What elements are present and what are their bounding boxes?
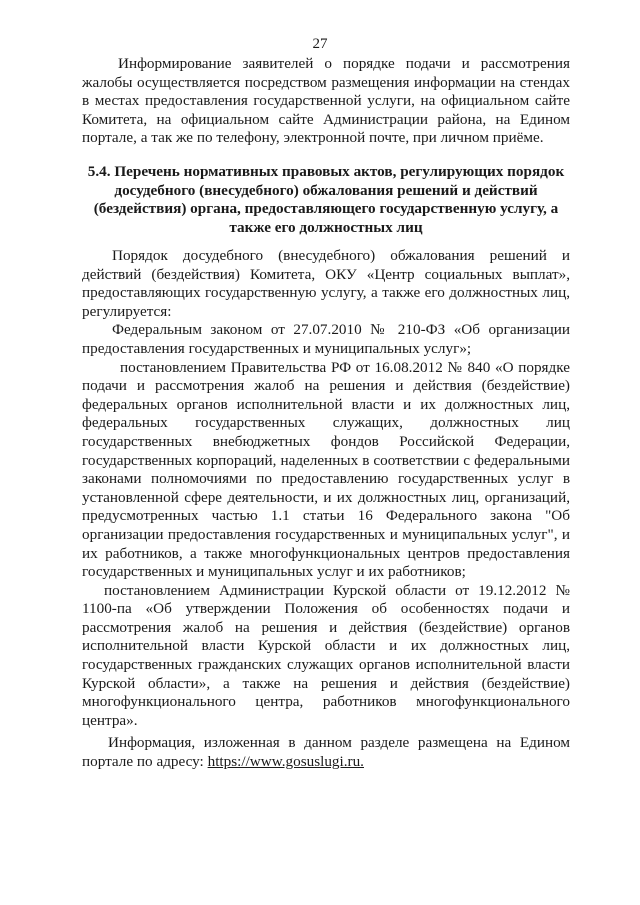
intro-block — [82, 55, 570, 148]
body-paragraph-order: Порядок досудебного (внесудебного) обжалования решений и действий (бездействия) Комитета, ОКУ «Центр социальных выплат», предоставляющих государственную услугу, а также его должностных лиц, регулируется: — [82, 247, 570, 320]
intro-paragraph: Информирование заявителей о порядке подачи и рассмотрения жалобы осуществляется посредством размещения информации на стендах в местах предоставления государственной услуги, на официальном сайте Комитета, на официальном сайте Администрации района, на Едином портале, а так же по телефону, электронной почте, при личном приёме. — [82, 55, 570, 147]
body-paragraph-government-decree: постановлением Правительства РФ от 16.08.2012 № 840 «О порядке подачи и рассмотрения жалоб на решения и действия (бездействие) федеральных органов исполнительной власти и их должностных лиц, федеральных государственных служащих, должностных лиц государственных внебюджетных фондов Российской Федерации, государственных корпораций, наделенных в соответствии с федеральными законами полномочиями по предоставлению государственных услуг в установленной сфере деятельности, и их должностных лиц, организаций, предусмотренных частью 1.1 статьи 16 Федерального закона "Об организации предоставления государственных и муниципальных услуг", и их работников, а также многофункциональных центров предоставления государственных и муниципальных услуг и их работников; — [82, 358, 570, 581]
body-paragraph-regional-decree: постановлением Администрации Курской области от 19.12.2012 № 1100-па «Об утверждении Положения об особенностях подачи и рассмотрения жалоб на решения и действия (бездействие) органов исполнительной власти Курской области и их должностных лиц, государственных гражданских служащих органов исполнительной власти Курской области», а также на решения и действия (бездействие) многофункционального центра, работников многофункционального центра». — [82, 581, 570, 729]
body-paragraph-info — [82, 734, 570, 771]
gosuslugi-link[interactable]: https://www.gosuslugi.ru. — [207, 753, 364, 771]
section-heading: 5.4. Перечень нормативных правовых актов, регулирующих порядок досудебного (внесудебного) обжалования решений и действий (бездействия) органа, предоставляющего государственную услугу, а также его должностных лиц — [87, 163, 565, 236]
section-body — [82, 247, 570, 772]
info-text: Информация, изложенная в данном разделе размещена на Едином портале по адресу: — [82, 734, 570, 771]
page-number: 27 — [312, 36, 328, 52]
body-paragraph-federal-law: Федеральным законом от 27.07.2010 № 210-ФЗ «Об организации предоставления государственных и муниципальных услуг»; — [82, 321, 570, 357]
